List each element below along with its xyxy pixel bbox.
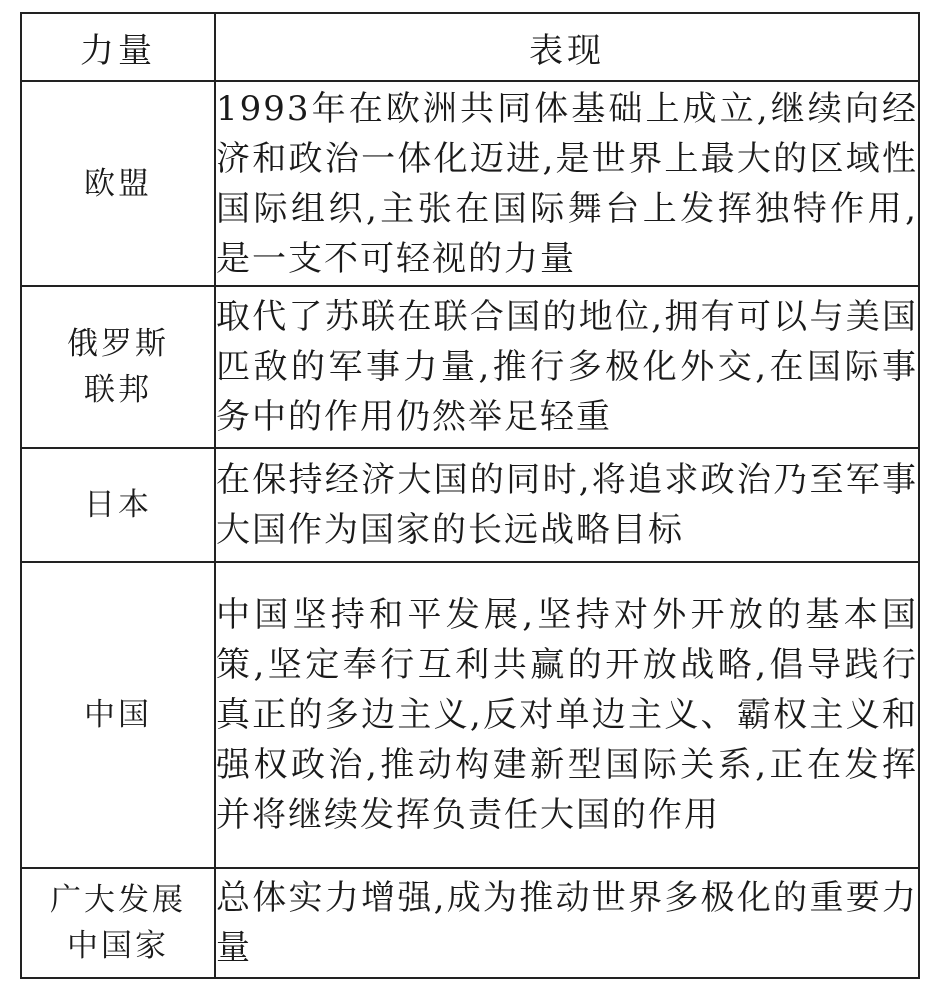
description-cell: 在保持经济大国的同时,将追求政治乃至军事大国作为国家的长远战略目标 bbox=[215, 448, 919, 562]
description-cell: 取代了苏联在联合国的地位,拥有可以与美国匹敌的军事力量,推行多极化外交,在国际事务中的作用仍然举足轻重 bbox=[215, 286, 919, 448]
table-row bbox=[21, 868, 919, 978]
force-name-line-1: 广大发展 bbox=[50, 882, 186, 918]
force-name: 日本 bbox=[84, 487, 152, 523]
force-name-line-2: 联邦 bbox=[84, 372, 152, 408]
header-force: 力量 bbox=[21, 13, 215, 81]
table-row bbox=[21, 448, 919, 562]
table-row bbox=[21, 562, 919, 868]
description-cell: 总体实力增强,成为推动世界多极化的重要力量 bbox=[215, 868, 919, 978]
force-name-line-2: 中国家 bbox=[67, 928, 169, 964]
force-cell-japan bbox=[21, 448, 215, 562]
force-cell-eu bbox=[21, 81, 215, 286]
table-row bbox=[21, 81, 919, 286]
header-performance: 表现 bbox=[215, 13, 919, 81]
table-row bbox=[21, 286, 919, 448]
force-cell-china bbox=[21, 562, 215, 868]
force-cell-developing bbox=[21, 868, 215, 978]
forces-table bbox=[20, 12, 920, 979]
header-row bbox=[21, 13, 919, 81]
description-cell: 中国坚持和平发展,坚持对外开放的基本国策,坚定奉行互利共赢的开放战略,倡导践行真正的多边主义,反对单边主义、霸权主义和强权政治,推动构建新型国际关系,正在发挥并将继续发挥负责任大国的作用 bbox=[215, 562, 919, 868]
force-cell-russia bbox=[21, 286, 215, 448]
description-cell: 1993年在欧洲共同体基础上成立,继续向经济和政治一体化迈进,是世界上最大的区域性国际组织,主张在国际舞台上发挥独特作用,是一支不可轻视的力量 bbox=[215, 81, 919, 286]
force-name: 欧盟 bbox=[84, 165, 152, 202]
force-name-line-1: 俄罗斯 bbox=[67, 326, 169, 362]
force-name: 中国 bbox=[84, 697, 152, 733]
